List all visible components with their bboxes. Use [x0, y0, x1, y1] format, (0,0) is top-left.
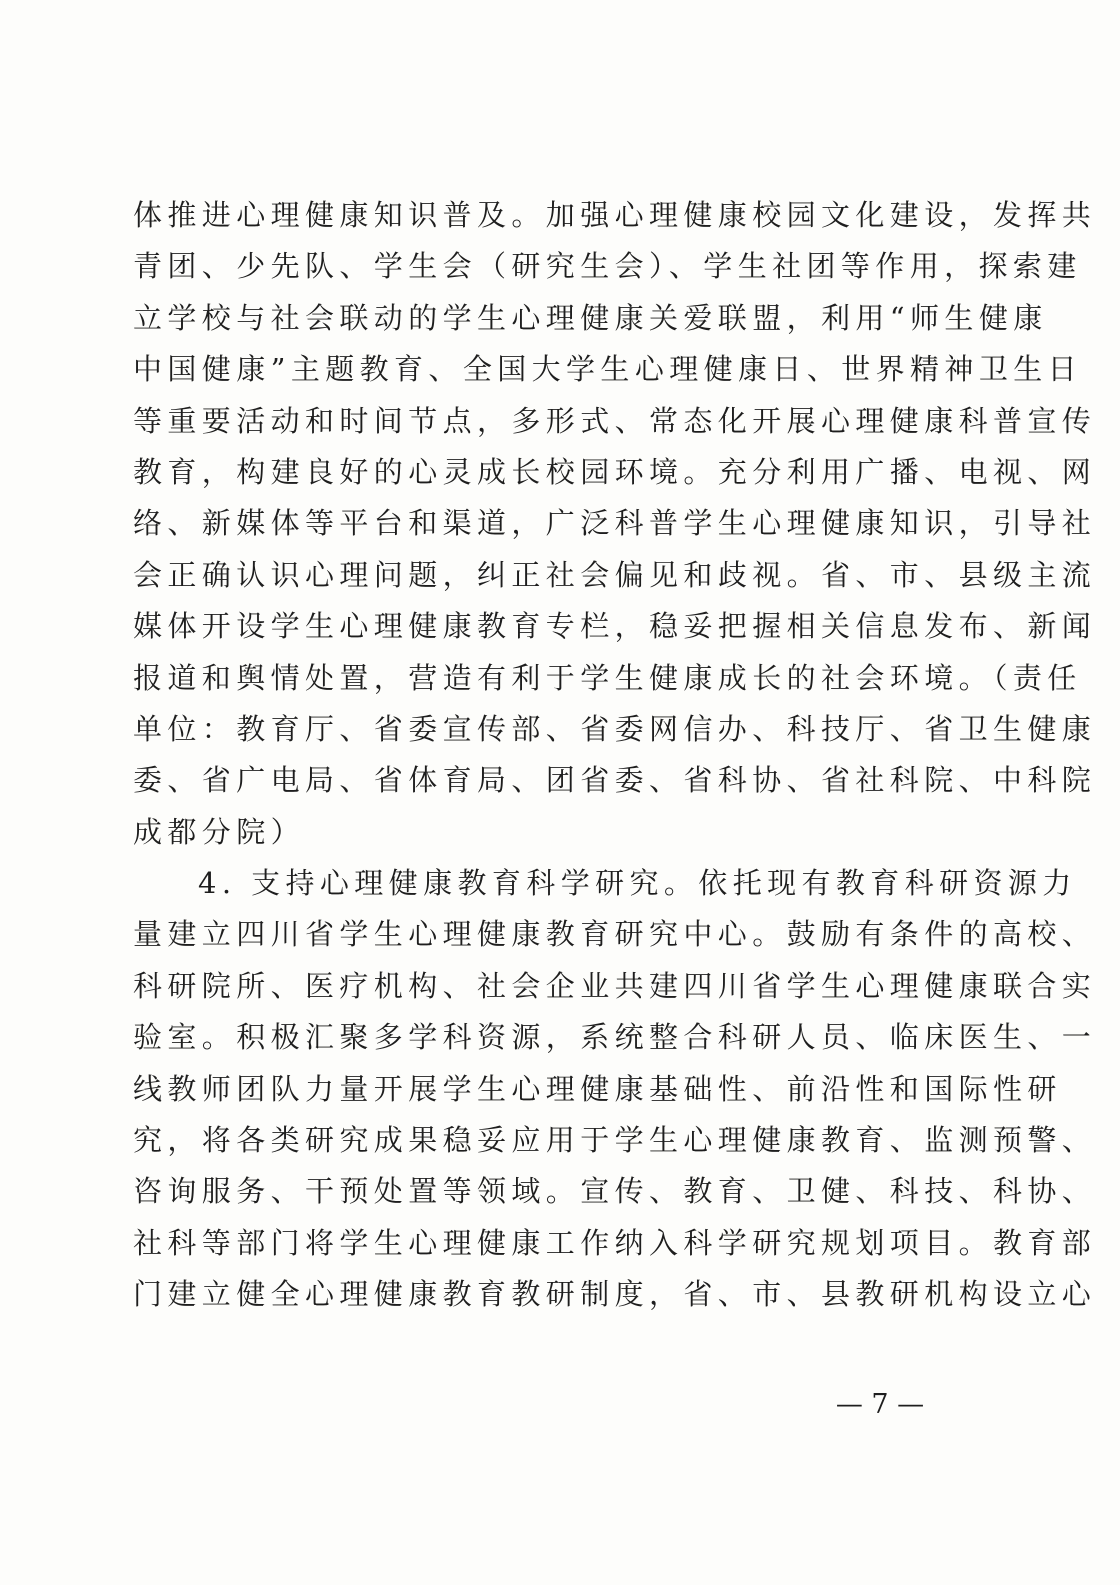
- page-number: — 7 —: [835, 1389, 925, 1420]
- paragraph-start-line: 4. 支持心理健康教育科学研究。依托现有教育科研资源力: [198, 866, 1077, 901]
- text-line: 验室。积极汇聚多学科资源，系统整合科研人员、临床医生、一: [133, 1020, 1097, 1055]
- text-line: 中国健康”主题教育、全国大学生心理健康日、世界精神卫生日: [133, 352, 1083, 387]
- text-line: 社科等部门将学生心理健康工作纳入科学研究规划项目。教育部: [133, 1225, 1097, 1260]
- text-line: 体推进心理健康知识普及。加强心理健康校园文化建设，发挥共: [133, 198, 1097, 232]
- text-line: 委、省广电局、省体育局、团省委、省科协、省社科院、中科院: [133, 763, 1097, 798]
- text-line: 等重要活动和时间节点，多形式、常态化开展心理健康科普宣传: [133, 403, 1097, 438]
- text-line: 咨询服务、干预处置等领域。宣传、教育、卫健、科技、科协、: [133, 1174, 1097, 1209]
- text-line: 青团、少先队、学生会（研究生会）、学生社团等作用，探索建: [133, 249, 1082, 284]
- text-line: 门建立健全心理健康教育教研制度，省、市、县教研机构设立心: [133, 1277, 1097, 1312]
- text-line: 媒体开设学生心理健康教育专栏，稳妥把握相关信息发布、新闻: [133, 609, 1097, 644]
- text-line: 成都分院）: [133, 814, 306, 849]
- text-line: 络、新媒体等平台和渠道，广泛科普学生心理健康知识，引导社: [133, 506, 1097, 541]
- text-line: 会正确认识心理问题，纠正社会偏见和歧视。省、市、县级主流: [133, 557, 1097, 592]
- text-line: 报道和舆情处置，营造有利于学生健康成长的社会环境。（责任: [133, 660, 1082, 695]
- text-line: 单位：教育厅、省委宣传部、省委网信办、科技厅、省卫生健康: [133, 711, 1097, 746]
- text-line: 立学校与社会联动的学生心理健康关爱联盟，利用“师生健康: [133, 300, 1048, 335]
- text-line: 究，将各类研究成果稳妥应用于学生心理健康教育、监测预警、: [133, 1123, 1097, 1158]
- text-line: 量建立四川省学生心理健康教育研究中心。鼓励有条件的高校、: [133, 917, 1097, 952]
- text-line: 教育，构建良好的心灵成长校园环境。充分利用广播、电视、网: [133, 454, 1097, 489]
- text-line: 线教师团队力量开展学生心理健康基础性、前沿性和国际性研: [133, 1071, 1062, 1106]
- body-text: [133, 190, 1097, 1321]
- text-line: 科研院所、医疗机构、社会企业共建四川省学生心理健康联合实: [133, 968, 1097, 1003]
